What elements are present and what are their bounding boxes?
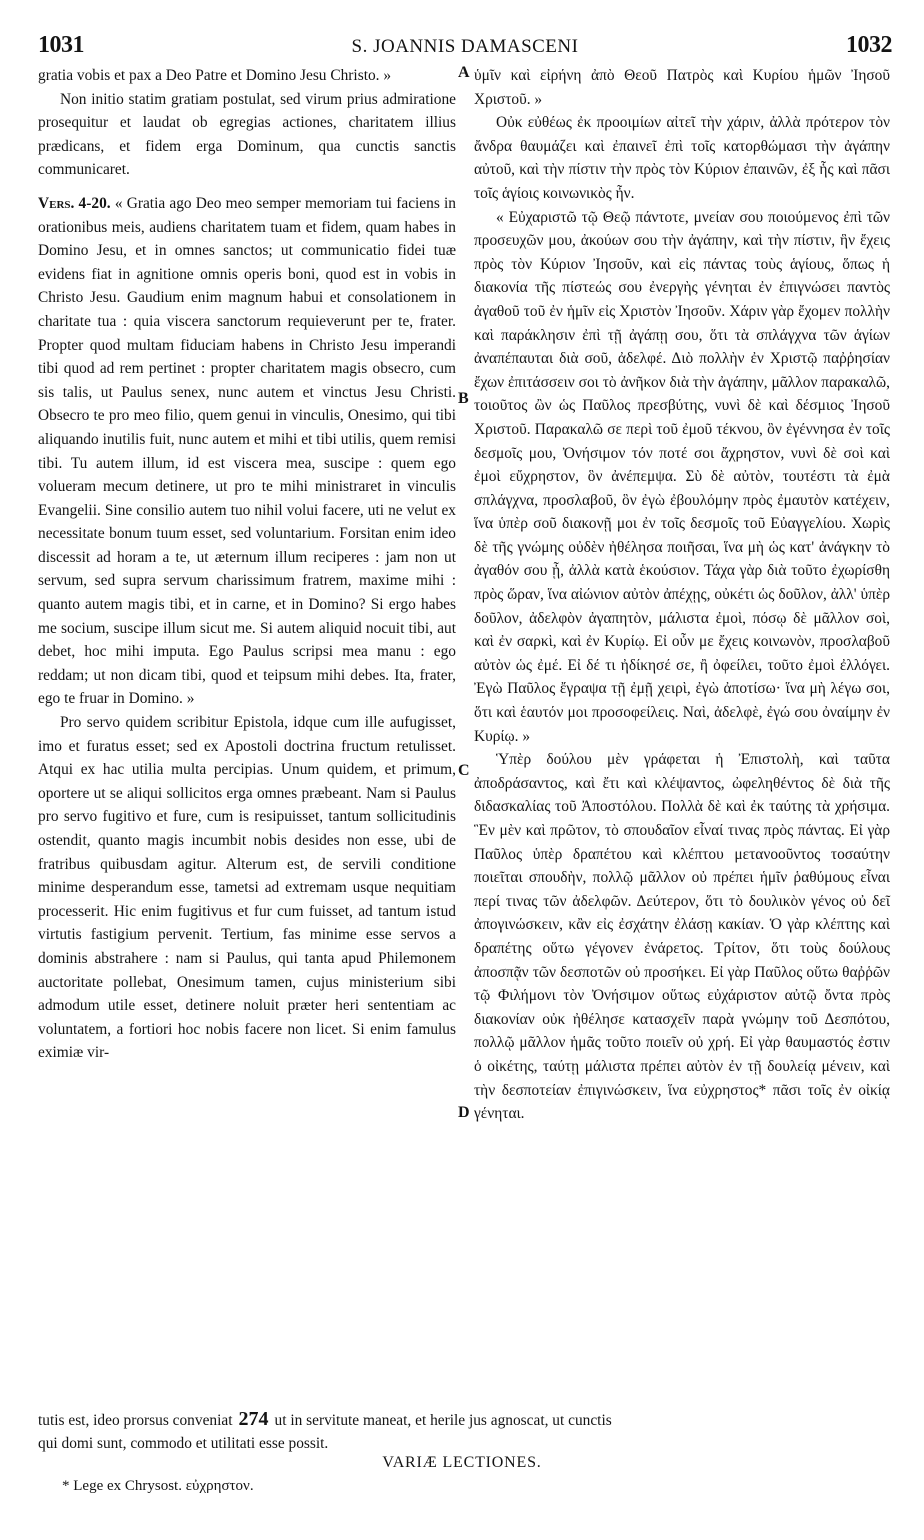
greek-paragraph-1: ὑμῖν καὶ εἰρήνη ἀπὸ Θεοῦ Πατρὸς καὶ Κυρίου ἡμῶν Ἰησοῦ Χριστοῦ. »	[474, 67, 890, 108]
bottom-line-1-start: tutis est, ideo prorsus conveniat	[38, 1412, 233, 1429]
margin-letter-b: B	[458, 390, 469, 407]
greek-column	[474, 64, 890, 1126]
right-page-number: 1032	[846, 32, 892, 58]
left-page-number: 1031	[38, 32, 84, 58]
bottom-line-2: qui domi sunt, commodo et utilitati esse possit.	[38, 1435, 329, 1452]
verse-label: Vers. 4-20.	[38, 194, 111, 212]
bottom-line-1	[38, 1408, 892, 1432]
latin-verse-paragraph	[38, 192, 456, 711]
margin-letter-c: C	[458, 762, 470, 779]
footnote: * Lege ex Chrysost. εὐχρηστον.	[62, 1478, 254, 1494]
latin-paragraph-2: Non initio statim gratiam postulat, sed virum prius admiratione prosequitur et laudat ob egregias actiones, charitatem illius prædicans, et fidem erga Dominum, qua cunctis sanctis communicaret.	[38, 90, 456, 179]
page-mark: 274	[238, 1408, 269, 1430]
margin-letter-a: A	[458, 64, 470, 81]
greek-paragraph-4: Ὑπὲρ δούλου μὲν γράφεται ἡ Ἐπιστολὴ, καὶ ταῦτα ἀποδράσαντος, καὶ ἔτι καὶ κλέψαντος, ὠφεληθέντος δὲ διὰ τῆς διδασκαλίας τοῦ Ἀποστόλου. Πολλὰ δὲ καὶ ἐκ ταύτης τὰ χρήσιμα. Ἓν μὲν καὶ πρῶτον, τὸ σπουδαῖον εἶναί τινας πρὸς πάντας. Εἰ γὰρ Παῦλος ὑπὲρ δραπέτου καὶ κλέπτου μετανοοῦντος τοσαύτην ποιεῖται σπουδὴν, πολλῷ μᾶλλον οὐ πρέπει ἡμῖν ῥαθύμους εἶναι περί τινας τῶν ἀδελφῶν. Δεύτερον, ὅτι τὸ δουλικὸν γένος οὐ δεῖ ἀπογινώσκειν, κἂν εἰς ἐσχάτην ἐλάσῃ κακίαν. Ὁ γὰρ κλέπτης καὶ δραπέτης οὕτω γέγονεν ἐνάρετος. Τρίτον, ὅτι τοὺς δούλους ἀποσπᾷν τῶν δεσποτῶν οὐ προσήκει. Εἰ γὰρ Παῦλος οὕτω θαῤῥῶν τῷ Φιλήμονι τὸν Ὀνήσιμον οὕτως εὐχάριστον αὐτῷ ὄντα πρὸς διακονίαν οὐκ ἠθέλησε κατασχεῖν παρὰ γνώμην τοῦ Δεσπότου, πολλῷ μᾶλλον ἡμᾶς τοῦτο ποιεῖν οὐ χρή. Εἰ γὰρ θαυμαστός ἐστιν ὁ οἰκέτης, ταύτῃ μάλιστα πρέπει αὐτὸν ἐν τῇ δουλείᾳ μένειν, καὶ τὴν δεσποτείαν ἐπιγινώσκειν, ἵνα εὐχρηστος* πᾶσι τοῖς ἐν οἰκίᾳ γένηται.	[474, 751, 890, 1123]
bottom-line-1-end: ut in servitute maneat, et herile jus agnoscat, ut cunctis	[274, 1412, 612, 1429]
latin-column	[38, 64, 456, 1065]
latin-verse-text: « Gratia ago Deo meo semper memoriam tui faciens in orationibus meis, audiens charitatem tuam et fidem, quam habes in Domino Jesu, et in omnes sanctos; ut communicatio fidei tuæ evidens fiat in agnitione omnis operis boni, quod est in vobis in Christo Jesu. Gaudium enim magnum habui et consolationem in charitate tua : quia viscera sanctorum requieverunt per te, frater. Propter quod multam fiduciam habens in Christo Jesu imperandi tibi quod ad rem pertinet : propter charitatem magis obsecro, cum sis talis, ut Paulus senex, nunc autem et vinctus Jesu Christi. Obsecro te pro meo filio, quem genui in vinculis, Onesimo, qui tibi aliquando inutilis fuit, nunc autem et mihi et tibi utilis, quem remisi tibi. Tu autem illum, id est viscera mea, suscipe : quem ego volueram mecum detinere, ut pro te mihi ministraret in vinculis Evangelii. Sine consilio autem tuo nihil volui facere, uti ne velut ex necessitate bonum tuum esset, sed voluntarium. Forsitan enim ideo discessit ad horam a te, ut æternum illum reciperes : jam non ut servum, sed supra servum charissimum fratrem, maxime mihi : quanto autem magis tibi, et in carne, et in Domino? Si ergo habes me socium, suscipe illum sicut me. Si autem aliquid nocuit tibi, aut debet, hoc mihi imputa. Ego Paulus scripsi mea manu : ego reddam; ut non dicam tibi, quod et teipsum mihi debes. Ita, frater, ego te fruar in Domino. »	[38, 194, 456, 708]
margin-letter-d: D	[458, 1104, 470, 1121]
latin-paragraph-4: Pro servo quidem scribitur Epistola, idque cum ille aufugisset, imo et furatus esset; sed ex Apostoli doctrina fructum retulisset. Atqui ex hac utilia multa percipias. Unum quidem, et primum, oportere ut se aliqui sollicitos erga omnes præbeant. Nam si Paulus pro servo fugitivo et fure, cum is resipuisset, tantum sollicitudinis ostendit, quanto magis incumbit nobis desides non esse, ubi de fratribus quibusdam agitur. Alterum est, de servili conditione minime desperandum esse, tametsi ad extremam usque nequitiam processerit. Hic enim fugitivus et fur cum fuisset, ad tantum istud virtutis fastigium pervenit. Tertium, fas minime esse servos a dominis abstrahere : nam si Paulus, qui tanta apud Philemonem auctoritate pollebat, Onesimum tamen, cujus ministerium sibi admodum utile esset, detinere noluit præter heri sententiam ac voluntatem, a fortiori hoc nobis facere non licet. Si enim famulus eximiæ vir-	[38, 714, 456, 1062]
page-header	[38, 32, 892, 64]
latin-paragraph-1: gratia vobis et pax a Deo Patre et Domino Jesu Christo. »	[38, 67, 392, 84]
greek-paragraph-2: Οὐκ εὐθέως ἐκ προοιμίων αἰτεῖ τὴν χάριν, ἀλλὰ πρότερον τὸν ἄνδρα θαυμάζει καὶ ἐπαινεῖ ἐπὶ τοῖς κατορθώμασι τὴν ἀγάπην αὐτοῦ, καὶ τὴν πίστιν τὴν πρὸς τὸν Κύριον ἐπαινῶν, ἐξ ἧς καὶ πᾶσι τοῖς ἁγίοις κοινωνικὸς ἦν.	[474, 114, 890, 202]
running-title: S. JOANNIS DAMASCENI	[351, 36, 579, 57]
greek-verse-paragraph: « Εὐχαριστῶ τῷ Θεῷ πάντοτε, μνείαν σου ποιούμενος ἐπὶ τῶν προσευχῶν μου, ἀκούων σου τὴν ἀγάπην, καὶ τὴν πίστιν, ἣν ἔχεις πρὸς τὸν Κύριον Ἰησοῦν, καὶ εἰς πάντας τοὺς ἁγίους, ὅπως ἡ διακονία τῆς πίστεώς σου ἐνεργὴς γένηται ἐν ἐπιγνώσει παντὸς ἀγαθοῦ τοῦ ἐν ἡμῖν εἰς Χριστὸν Ἰησοῦν. Χάριν γὰρ ἔχομεν πολλὴν καὶ παράκλησιν ἐπὶ τῇ ἀγάπῃ σου, ὅτι τὰ σπλάγχνα τῶν ἁγίων ἀναπέπαυται διὰ σοῦ, ἀδελφέ. Διὸ πολλὴν ἐν Χριστῷ παῤῥησίαν ἔχων ἐπιτάσσειν σοι τὸ ἀνῆκον διὰ τὴν ἀγάπην, μᾶλλον παρακαλῶ, τοιοῦτος ὢν ὡς Παῦλος πρεσβύτης, νυνὶ δὲ καὶ δέσμιος Ἰησοῦ Χριστοῦ. Παρακαλῶ σε περὶ τοῦ ἐμοῦ τέκνου, ὃν ἐγέννησα ἐν τοῖς δεσμοῖς μου, Ὀνήσιμον τόν ποτέ σοι ἄχρηστον, νυνὶ δὲ σοὶ καὶ ἐμοὶ εὔχρηστον, ὃν ἀνέπεμψα. Σὺ δὲ αὐτὸν, τουτέστι τὰ ἐμὰ σπλάγχνα, προσλαβοῦ, ὃν ἐγὼ ἐβουλόμην πρὸς ἐμαυτὸν κατέχειν, ἵνα ὑπὲρ σοῦ διακονῇ μοι ἐν τοῖς δεσμοῖς τοῦ Εὐαγγελίου. Χωρὶς δὲ τῆς γνώμης οὐδὲν ἠθέλησα ποιῆσαι, ἵνα μὴ ὡς κατ' ἀνάγκην τὸ ἀγαθόν σου ᾖ, ἀλλὰ κατὰ ἑκούσιον. Τάχα γὰρ διὰ τοῦτο ἐχωρίσθη πρὸς ὥραν, ἵνα αἰώνιον αὐτὸν ἀπέχῃς, οὐκέτι ὡς δοῦλον, ἀλλ' ὑπὲρ δοῦλον, ἀδελφὸν ἀγαπητὸν, μάλιστα ἐμοὶ, πόσῳ δὲ μᾶλλον σοὶ, καὶ ἐν σαρκὶ, καὶ ἐν Κυρίῳ. Εἰ οὖν με ἔχεις κοινωνὸν, προσλαβοῦ αὐτὸν ὡς ἐμέ. Εἰ δέ τι ἠδίκησέ σε, ἢ ὀφείλει, τοῦτο ἐμοὶ ἐλλόγει. Ἐγὼ Παῦλος ἔγραψα τῇ ἐμῇ χειρὶ, ἐγὼ ἀποτίσω· ἵνα μὴ λέγω σοι, ὅτι καὶ ἑαυτόν μοι προσοφείλεις. Ναὶ, ἀδελφὲ, ἐγώ σου ὀναίμην ἐν Κυρίῳ. »	[474, 208, 890, 745]
bottom-latin-lines	[38, 1408, 892, 1455]
variae-lectiones-heading: VARIÆ LECTIONES.	[382, 1454, 542, 1471]
